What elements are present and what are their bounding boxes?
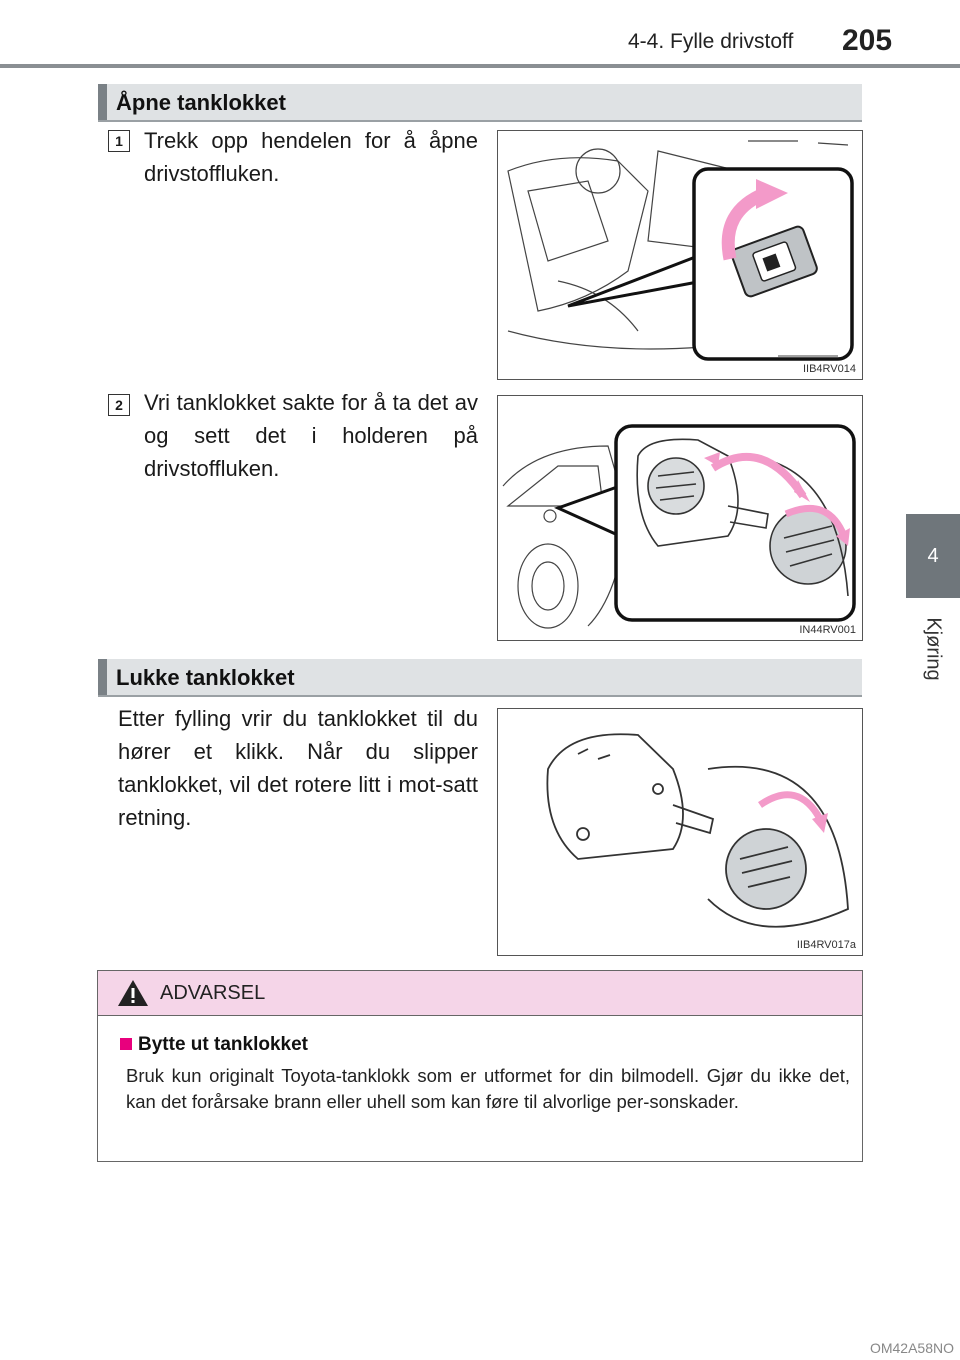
chapter-tab	[906, 514, 960, 598]
warning-title	[120, 1034, 308, 1056]
remove-cap-illustration	[498, 396, 862, 640]
figure-code-2: IN44RV001	[799, 624, 856, 636]
step-text-1: Trekk opp hendelen for å åpne drivstoffluken.	[144, 128, 478, 186]
figure-code-1: IIB4RV014	[802, 363, 856, 375]
warning-triangle-icon	[116, 978, 150, 1008]
figure-code-3: IIB4RV017a	[796, 939, 856, 951]
running-header: 4-4. Fylle drivstoff	[628, 30, 794, 53]
warning-header	[98, 971, 862, 1016]
figure-fuel-lever	[497, 130, 863, 380]
warning-title-text: Bytte ut tanklokket	[138, 1034, 308, 1055]
header-rule	[0, 64, 960, 68]
warning-body: Bruk kun originalt Toyota-tanklokk som er utformet for din bilmodell. Gjør du ikke det, kan det forårsake brann eller uhell som kan føre til alvorlige per-sonskader.	[126, 1065, 850, 1112]
warning-label: ADVARSEL	[160, 982, 266, 1004]
step-text-2: Vri tanklokket sakte for å ta det av og sett det i holderen på drivstoffluken.	[144, 390, 478, 481]
footer-watermark: OM42A58NO	[869, 1340, 954, 1356]
page-number: 205	[842, 24, 893, 57]
section-heading-close	[98, 659, 862, 697]
figure-remove-cap	[497, 395, 863, 641]
section-title-open: Åpne tanklokket	[116, 90, 286, 115]
step-number-2: 2	[108, 394, 130, 416]
warning-box	[97, 970, 863, 1162]
bullet-square-icon	[120, 1038, 132, 1050]
step-number-1: 1	[108, 130, 130, 152]
section-title-close: Lukke tanklokket	[116, 665, 295, 690]
section-heading-open	[98, 84, 862, 122]
chapter-number: 4	[927, 544, 939, 567]
chapter-label	[906, 604, 960, 694]
fuel-lever-illustration	[498, 131, 862, 379]
figure-close-cap	[497, 708, 863, 956]
close-instructions: Etter fylling vrir du tanklokket til du hører et klikk. Når du slipper tanklokket, vil det rotere litt i mot-satt retning.	[118, 706, 478, 830]
chapter-label-text: Kjøring	[922, 617, 945, 681]
close-cap-illustration	[498, 709, 862, 955]
